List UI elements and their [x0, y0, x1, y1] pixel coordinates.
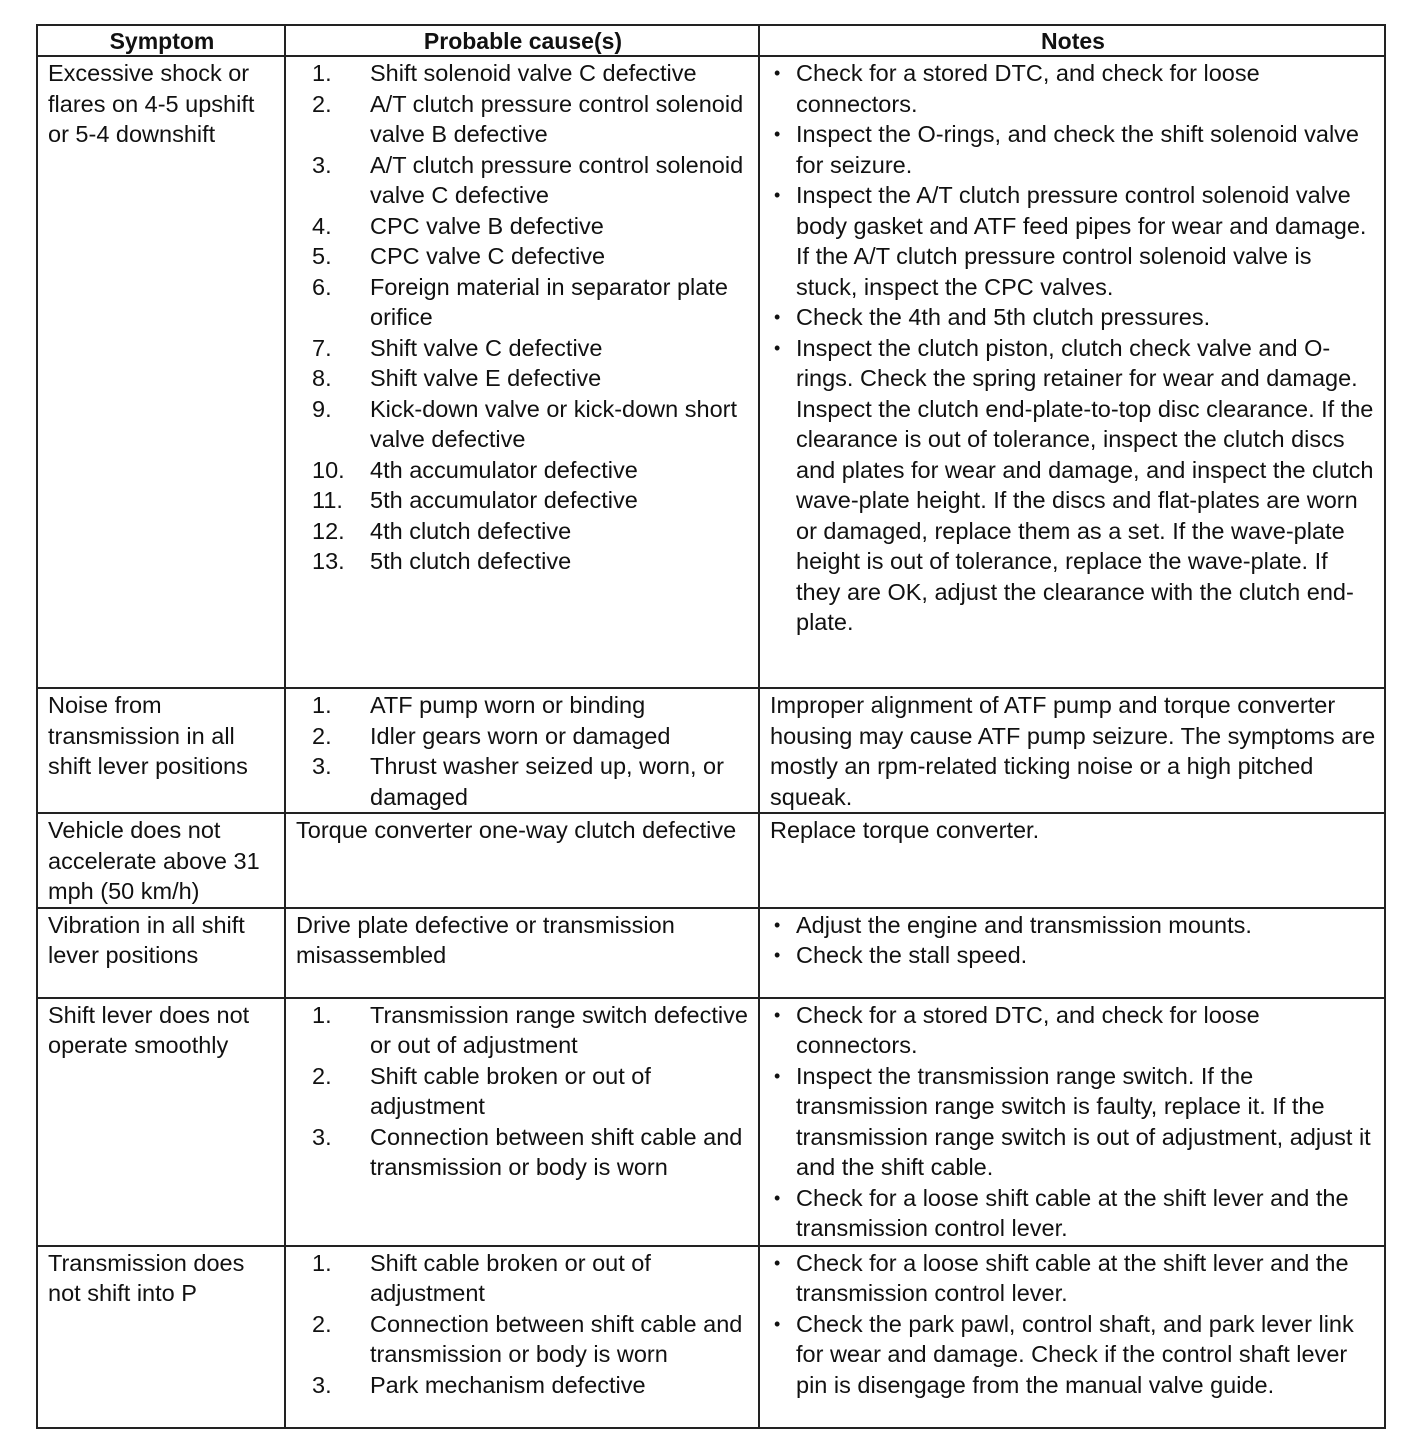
cause-item: 8. Shift valve E defective	[312, 365, 602, 391]
cause-item: 3. A/T clutch pressure control solenoid valve C defective	[312, 151, 744, 208]
cause-cell	[285, 813, 759, 908]
cause-list	[296, 58, 750, 577]
cause-item: 12. 4th clutch defective	[312, 517, 572, 544]
cause-item: 2. A/T clutch pressure control solenoid valve B defective	[312, 90, 744, 147]
cause-item: 11. 5th accumulator defective	[312, 487, 638, 513]
symptom-cell: Vibration in all shift lever positions	[37, 908, 285, 998]
note-item: • Check for a loose shift cable at the shift lever and the transmission control lever.	[774, 1183, 1376, 1244]
cause-item: 10. 4th accumulator defective	[312, 456, 638, 483]
table-row	[37, 56, 1385, 688]
symptom-header: Symptom	[37, 25, 285, 56]
cause-item: 2. Connection between shift cable and transmission or body is worn	[312, 1310, 743, 1367]
cause-item: 7. Shift valve C defective	[312, 334, 603, 361]
notes-cell	[759, 813, 1385, 908]
note-text: Replace torque converter.	[770, 817, 1040, 843]
note-item: • Check for a loose shift cable at the shift lever and the transmission control lever.	[774, 1248, 1376, 1309]
bullet-icon: •	[774, 185, 781, 205]
cause-text: Torque converter one-way clutch defective	[296, 817, 737, 843]
bullet-icon: •	[774, 337, 781, 358]
cause-item: 1. Transmission range switch defective or out of adjustment	[312, 1001, 748, 1058]
cause-item: 1. ATF pump worn or binding	[312, 692, 646, 718]
cause-item: 1. Shift solenoid valve C defective	[312, 60, 697, 86]
cause-item: 13. 5th clutch defective	[312, 548, 572, 574]
bullet-icon: •	[774, 1187, 781, 1208]
cause-item: 5. CPC valve C defective	[312, 243, 606, 269]
cause-cell	[285, 1246, 759, 1428]
notes-cell	[759, 56, 1385, 688]
symptom-cell: Shift lever does not operate smoothly	[37, 998, 285, 1246]
table-row	[37, 908, 1385, 998]
note-item: • Check the 4th and 5th clutch pressures.	[774, 302, 1376, 333]
notes-cell	[759, 998, 1385, 1246]
note-text: Improper alignment of ATF pump and torque converter housing may cause ATF pump seizure. The symptoms are mostly an rpm-related ticking noise or a high pitched squeak.	[770, 692, 1376, 810]
bullet-icon: •	[774, 1065, 781, 1086]
bullet-icon: •	[774, 1252, 781, 1273]
cause-item: 6. Foreign material in separator plate orifice	[312, 273, 728, 330]
note-item: • Check the park pawl, control shaft, and park lever link for wear and damage. Check if the control shaft lever pin is disengage from the manual valve guide.	[774, 1309, 1376, 1401]
note-item: • Inspect the A/T clutch pressure control solenoid valve body gasket and ATF feed pipes for wear and damage. If the A/T clutch pressure control solenoid valve is stuck, inspect the CPC valves.	[774, 180, 1376, 302]
bullet-icon: •	[774, 945, 781, 965]
cause-item: 9. Kick-down valve or kick-down short valve defective	[312, 395, 737, 452]
bullet-icon: •	[774, 307, 781, 327]
cause-header: Probable cause(s)	[285, 25, 759, 56]
symptom-cell: Noise from transmission in all shift lever positions	[37, 688, 285, 813]
bullet-icon: •	[774, 63, 781, 83]
cause-item: 1. Shift cable broken or out of adjustment	[312, 1249, 651, 1306]
note-item: • Inspect the O-rings, and check the shift solenoid valve for seizure.	[774, 119, 1376, 180]
symptom-cell: Excessive shock or flares on 4-5 upshift or 5-4 downshift	[37, 56, 285, 688]
troubleshooting-page	[36, 24, 1384, 1429]
cause-cell	[285, 56, 759, 688]
notes-list	[770, 1248, 1376, 1401]
cause-list	[296, 1248, 750, 1401]
notes-cell	[759, 688, 1385, 813]
note-item: • Check the stall speed.	[774, 940, 1376, 971]
troubleshooting-table	[36, 24, 1386, 1429]
table-row	[37, 998, 1385, 1246]
cause-item: 2. Shift cable broken or out of adjustment	[312, 1062, 651, 1119]
header-row	[37, 25, 1385, 56]
notes-cell	[759, 1246, 1385, 1428]
note-item: • Inspect the clutch piston, clutch check valve and O-rings. Check the spring retainer for wear and damage. Inspect the clutch end-plate-to-top disc clearance. If the clearance is out of tolerance, inspect the clutch discs and plates for wear and damage, and inspect the clutch wave-plate height. If the discs and flat-plates are worn or damaged, replace them as a set. If the wave-plate height is out of tolerance, replace the wave-plate. If they are OK, adjust the clearance with the clutch end-plate.	[774, 333, 1376, 638]
table-row	[37, 813, 1385, 908]
cause-cell	[285, 998, 759, 1246]
cause-text: Drive plate defective or transmission misassembled	[296, 911, 675, 968]
cause-list	[296, 690, 750, 812]
notes-list	[770, 910, 1376, 971]
note-item: • Inspect the transmission range switch. If the transmission range switch is faulty, replace it. If the transmission range switch is out of adjustment, adjust it and the shift cable.	[774, 1061, 1376, 1183]
bullet-icon: •	[774, 124, 781, 144]
bullet-icon: •	[774, 1004, 781, 1025]
cause-item: 3. Connection between shift cable and transmission or body is worn	[312, 1123, 743, 1180]
notes-cell	[759, 908, 1385, 998]
table-row	[37, 688, 1385, 813]
cause-list	[296, 1000, 750, 1183]
bullet-icon: •	[774, 1313, 781, 1334]
cause-item: 3. Thrust washer seized up, worn, or damaged	[312, 753, 724, 810]
cause-cell	[285, 688, 759, 813]
cause-item: 4. CPC valve B defective	[312, 212, 604, 239]
symptom-cell: Transmission does not shift into P	[37, 1246, 285, 1428]
cause-item: 2. Idler gears worn or damaged	[312, 722, 671, 749]
note-item: • Check for a stored DTC, and check for loose connectors.	[774, 1000, 1376, 1061]
cause-cell	[285, 908, 759, 998]
notes-header: Notes	[759, 25, 1385, 56]
cause-item: 3. Park mechanism defective	[312, 1371, 646, 1398]
note-item: • Check for a stored DTC, and check for loose connectors.	[774, 58, 1376, 119]
bullet-icon: •	[774, 914, 781, 935]
notes-list	[770, 1000, 1376, 1244]
note-item: • Adjust the engine and transmission mounts.	[774, 910, 1376, 941]
table-row	[37, 1246, 1385, 1428]
symptom-cell: Vehicle does not accelerate above 31 mph (50 km/h)	[37, 813, 285, 908]
notes-list	[770, 58, 1376, 638]
